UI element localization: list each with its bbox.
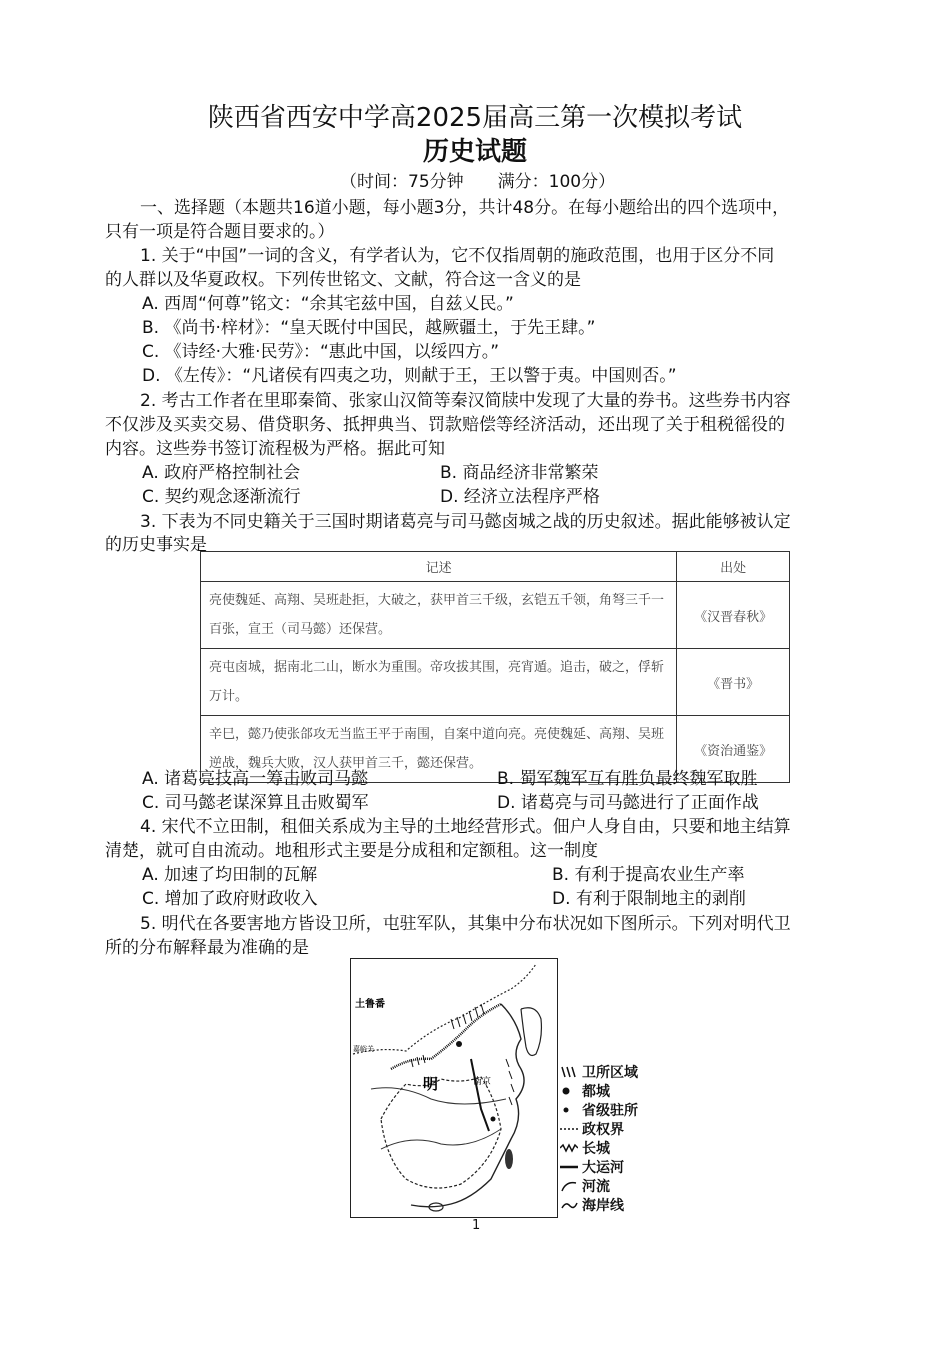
legend-item: 大运河 [560,1157,638,1176]
label-tulufan: 土鲁番 [355,999,385,1010]
record-source: 《资治通鉴》 [677,716,790,783]
legend-item: 政权界 [560,1119,638,1138]
q2-option-a: A. 政府严格控制社会 [142,463,301,483]
great-wall-line [391,1004,501,1069]
legend-item: 河流 [560,1176,638,1195]
q2-option-d: D. 经济立法程序严格 [440,487,600,507]
q2-stem-1: 2. 考古工作者在里耶秦简、张家山汉简等秦汉简牍中发现了大量的券书。这些券书内容 [140,391,791,411]
record-text: 亮使魏延、高翔、吴班赴拒，大破之，获甲首三千级，玄铠五千领，角弩三千一百张，宣王（司马懿）还保营。 [201,582,677,649]
q3-option-b: B. 蜀军魏军互有胜负最终魏军取胜 [497,769,758,789]
q1-option-c: C. 《诗经·大雅·民劳》：“惠此中国，以绥四方。” [142,342,500,362]
q4-option-d: D. 有利于限制地主的剥削 [552,889,746,909]
map-legend [560,1062,638,1214]
exam-title: 陕西省西安中学高2025届高三第一次模拟考试 [207,103,743,133]
legend-item: 海岸线 [560,1195,638,1214]
column-header-source: 出处 [677,552,790,582]
table-header-row [201,552,790,582]
q3-option-a: A. 诸葛亮技高一筹击败司马懿 [142,769,369,789]
record-text: 亮屯卤城，据南北二山，断水为重围。帝攻拔其围，亮宵遁。追击，破之，俘斩万计。 [201,649,677,716]
label-ming: 明 [423,1076,439,1093]
hatch-icon [560,1065,578,1079]
great-wall-icon [560,1141,578,1155]
q1-stem-1: 1. 关于“中国”一词的含义，有学者认为，它不仅指周朝的施政范围，也用于区分不同 [140,246,775,266]
capital-dot [456,1041,462,1047]
record-source: 《晋书》 [677,649,790,716]
label-jiayuguan: 嘉峪关 [353,1046,374,1053]
column-header-record: 记述 [201,552,677,582]
boundary-icon [560,1122,578,1136]
q4-stem-2: 清楚，就可自由流动。地租形式主要是分成租和定额租。这一制度 [105,841,598,861]
legend-item: 卫所区域 [560,1062,638,1081]
q5-stem-2: 所的分布解释最为准确的是 [105,938,309,958]
q2-option-b: B. 商品经济非常繁荣 [440,463,599,483]
q4-option-b: B. 有利于提高农业生产率 [552,865,745,885]
capital-icon [560,1084,578,1098]
q3-stem-1: 3. 下表为不同史籍关于三国时期诸葛亮与司马懿卤城之战的历史叙述。据此能够被认定 [140,512,791,532]
q4-stem-1: 4. 宋代不立田制，租佃关系成为主导的土地经营形式。佃户人身自由，只要和地主结算 [140,817,791,837]
q3-option-d: D. 诸葛亮与司马懿进行了正面作战 [497,793,759,813]
ming-territory-line [381,1077,501,1188]
label-nanjing: 南京 [473,1076,492,1086]
page-number: 1 [472,1218,481,1233]
q4-option-c: C. 增加了政府财政收入 [142,889,318,909]
section-instructions-2: 只有一项是符合题目要求的。） [105,222,335,242]
exam-meta: （时间：75分钟 满分：100分） [340,172,616,192]
nanjing-dot [491,1117,496,1122]
section-instructions-1: 一、选择题（本题共16道小题，每小题3分，共计48分。在每小题给出的四个选项中， [140,198,790,218]
table-row [201,582,790,649]
q3-option-c: C. 司马懿老谋深算且击败蜀军 [142,793,369,813]
q3-stem-2: 的历史事实是 [105,535,207,555]
legend-item: 都城 [560,1081,638,1100]
q4-option-a: A. 加速了均田制的瓦解 [142,865,318,885]
q2-option-c: C. 契约观念逐渐流行 [142,487,301,507]
provincial-seat-icon [560,1103,578,1117]
legend-item: 省级驻所 [560,1100,638,1119]
grand-canal [471,1059,492,1131]
q2-stem-3: 内容。这些券书签订流程极为严格。据此可知 [105,439,445,459]
ming-garrison-map [350,958,558,1218]
peninsula-outline [521,1008,541,1056]
river-icon [560,1179,578,1193]
q2-stem-2: 不仅涉及买卖交易、借贷职务、抵押典当、罚款赔偿等经济活动，还出现了关于租税徭役的 [105,415,785,435]
canal-icon [560,1160,578,1174]
taiwan-island [505,1149,513,1169]
q1-option-b: B. 《尚书·梓材》：“皇天既付中国民，越厥疆土，于先王肆。” [142,318,596,338]
subject-title: 历史试题 [422,137,527,167]
map-drawing [351,959,557,1217]
records-table [200,551,790,783]
yangtze-river [381,1129,501,1149]
q1-stem-2: 的人群以及华夏政权。下列传世铭文、文献，符合这一含义的是 [105,270,581,290]
q1-option-a: A. 西周“何尊”铭文：“余其宅兹中国，自兹乂民。” [142,294,514,314]
legend-item: 长城 [560,1138,638,1157]
table-row [201,649,790,716]
coastline-icon [560,1198,578,1212]
record-text: 辛巳，懿乃使张郃攻无当监王平于南围，自案中道向亮。亮使魏延、高翔、吴班逆战，魏兵大败，汉人获甲首三千，懿还保营。 [201,716,677,783]
q1-option-d: D. 《左传》：“凡诸侯有四夷之功，则献于王，王以警于夷。中国则否。” [142,366,677,386]
q5-stem-1: 5. 明代在各要害地方皆设卫所，屯驻军队，其集中分布状况如下图所示。下列对明代卫 [140,914,791,934]
record-source: 《汉晋春秋》 [677,582,790,649]
